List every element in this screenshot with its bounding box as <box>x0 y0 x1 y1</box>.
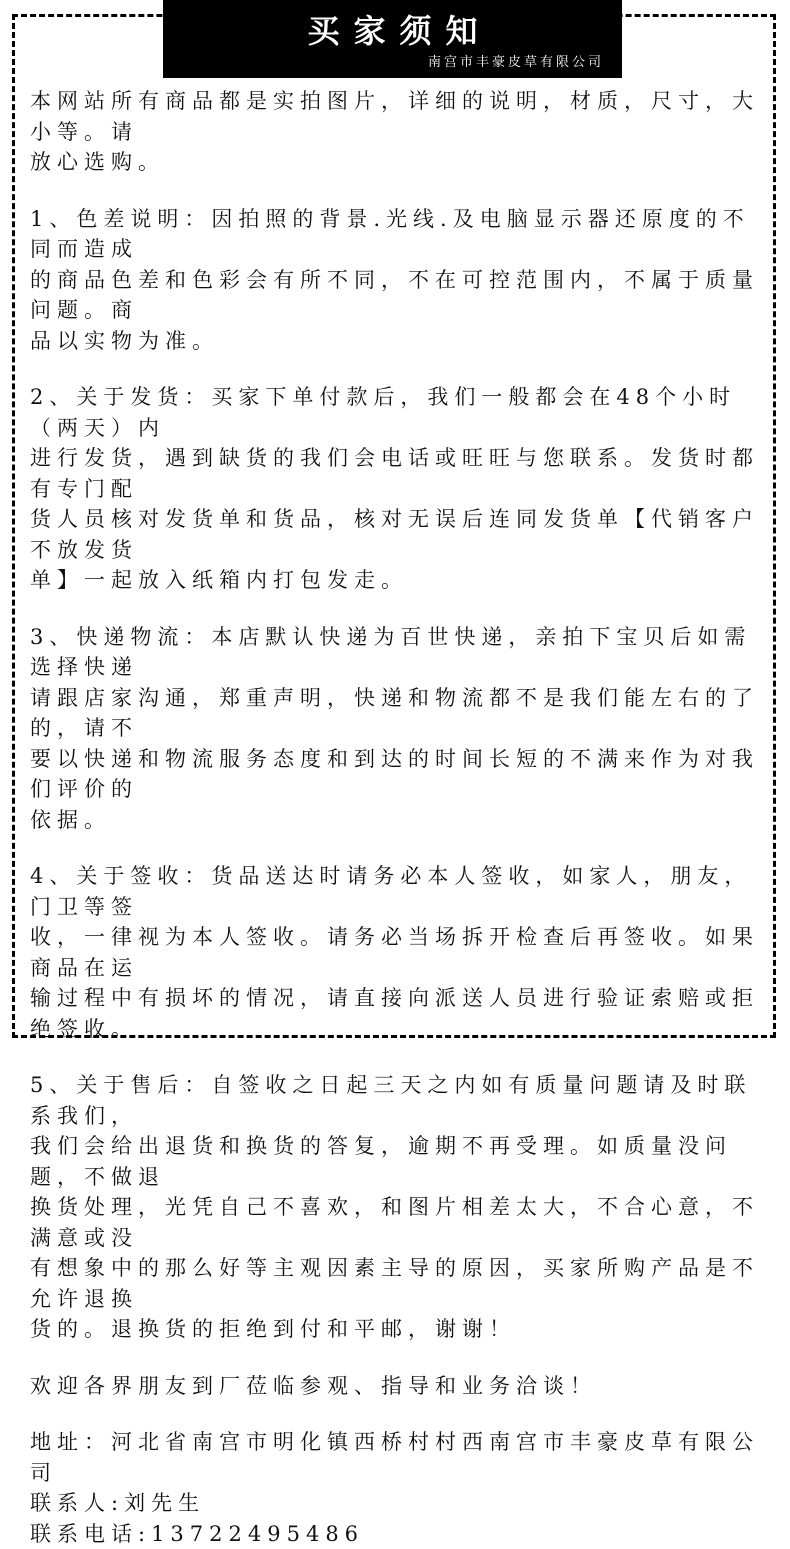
paragraph-gap <box>30 178 765 204</box>
text-line: 联系人:刘先生 <box>30 1488 765 1519</box>
text-line: 有想象中的那么好等主观因素主导的原因，买家所购产品是不允许退换 <box>30 1253 765 1314</box>
text-line: 品以实物为准。 <box>30 326 765 357</box>
text-line: 5、关于售后：自签收之日起三天之内如有质量问题请及时联系我们， <box>30 1070 765 1131</box>
paragraph-gap <box>30 1345 765 1371</box>
text-line: 欢迎各界朋友到厂莅临参观、指导和业务洽谈！ <box>30 1371 765 1402</box>
text-line: 单】一起放入纸箱内打包发走。 <box>30 565 765 596</box>
notice-body <box>30 86 765 1549</box>
text-line: 我们会给出退货和换货的答复，逾期不再受理。如质量没问题，不做退 <box>30 1131 765 1192</box>
paragraph <box>30 204 765 357</box>
text-line: 的商品色差和色彩会有所不同，不在可控范围内，不属于质量问题。商 <box>30 265 765 326</box>
paragraph <box>30 861 765 1044</box>
paragraph-gap <box>30 596 765 622</box>
text-line: 换货处理，光凭自己不喜欢，和图片相差太大，不合心意，不满意或没 <box>30 1192 765 1253</box>
text-line: 2、关于发货：买家下单付款后，我们一般都会在48个小时（两天）内 <box>30 382 765 443</box>
text-line: 货的。退换货的拒绝到付和平邮，谢谢！ <box>30 1314 765 1345</box>
text-line: 3、快递物流：本店默认快递为百世快递，亲拍下宝贝后如需选择快递 <box>30 622 765 683</box>
paragraph <box>30 382 765 596</box>
text-line: 请跟店家沟通，郑重声明，快递和物流都不是我们能左右的了的，请不 <box>30 683 765 744</box>
text-line: 进行发货，遇到缺货的我们会电话或旺旺与您联系。发货时都有专门配 <box>30 443 765 504</box>
text-line: 4、关于签收：货品送达时请务必本人签收，如家人，朋友，门卫等签 <box>30 861 765 922</box>
paragraph <box>30 622 765 836</box>
paragraph-gap <box>30 1044 765 1070</box>
text-line: 收，一律视为本人签收。请务必当场拆开检查后再签收。如果商品在运 <box>30 922 765 983</box>
text-line: 要以快递和物流服务态度和到达的时间长短的不满来作为对我们评价的 <box>30 744 765 805</box>
text-line: 联系电话:13722495486 <box>30 1519 765 1549</box>
text-line: 1、色差说明：因拍照的背景.光线.及电脑显示器还原度的不同而造成 <box>30 204 765 265</box>
paragraph <box>30 1070 765 1345</box>
text-line: 本网站所有商品都是实拍图片，详细的说明，材质，尺寸，大小等。请 <box>30 86 765 147</box>
text-line: 放心选购。 <box>30 147 765 178</box>
paragraph <box>30 1427 765 1549</box>
paragraph-gap <box>30 356 765 382</box>
paragraph-gap <box>30 835 765 861</box>
text-line: 货人员核对发货单和货品，核对无误后连同发货单【代销客户不放发货 <box>30 504 765 565</box>
header-banner <box>163 0 622 78</box>
paragraph <box>30 86 765 178</box>
text-line: 依据。 <box>30 805 765 836</box>
page-title: 买家须知 <box>163 6 622 52</box>
text-line: 输过程中有损坏的情况，请直接向派送人员进行验证索赔或拒绝签收。 <box>30 983 765 1044</box>
text-line: 地址：河北省南宫市明化镇西桥村村西南宫市丰豪皮草有限公司 <box>30 1427 765 1488</box>
paragraph <box>30 1371 765 1402</box>
company-name: 南宫市丰豪皮草有限公司 <box>428 51 604 70</box>
paragraph-gap <box>30 1401 765 1427</box>
